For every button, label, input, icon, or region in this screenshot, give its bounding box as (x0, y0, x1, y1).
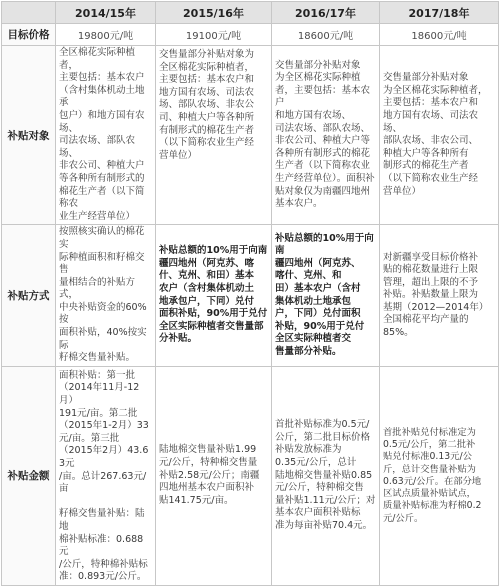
subsidy-amount-2017-18 (380, 366, 499, 585)
target-price-2015-16: 19100元/吨 (156, 24, 272, 46)
subsidy-target-label: 补贴对象 (2, 46, 56, 225)
cell-text: 交售量部分补贴对象 为全区棉花实际种植 者，主要包括：基本农户 和地方国有农场、 司法农场、部队农场、 非农公司、种植大户等 各种所有制形式的棉花 生产者（以下简称农业 生产经营单位）。面积补 贴对象仅为南疆四地州 基本农户。 (275, 59, 375, 210)
subsidy-target-2016-17 (272, 46, 380, 225)
subsidy-target-2017-18 (380, 46, 499, 225)
cell-text: 交售量部分补贴对象为 全区棉花实际种植者， 主要包括：基本农户和 地方国有农场、司法农 场、部队农场、非农公 司、种植大户等各种所 有制形式的棉花生产者 （以下简称农业生产经 营单位） (159, 49, 255, 161)
subsidy-target-row (2, 46, 499, 225)
target-price-row (2, 24, 499, 46)
cell-text: 首批补贴标准为0.5元/ 公斤，第二批目标价格 补贴发放标准为 0.35元/公斤，总计 陆地棉交售量补贴0.85 元/公斤，特种棉交售 量补贴1.11元/公斤；对 基本农户面积补贴标 准为每亩补贴70.4元。 (275, 419, 376, 531)
cell-text: 全区棉花实际种植者， 主要包括：基本农户 （含村集体机动土地承 包户）和地方国有农场、 司法农场、部队农场、 非农公司、种植大户 等各种所有制形式的 棉花生产者（以下简称农 业生产经营单位） (59, 47, 145, 222)
cell-text: 面积补贴：第一批 （2014年11月-12月） 191元/亩。第二批 （2015年1-2月）33 元/亩。第三批 （2015年2月）43.63元 /亩。总计267.63元/亩 籽棉交售量补贴：陆地 棉补贴标准：0.688元 /公斤，特种棉补贴标 准：0.893元/公斤。 (59, 369, 149, 583)
subsidy-method-2014-15 (56, 225, 156, 367)
target-price-label: 目标价格 (2, 24, 56, 46)
subsidy-comparison-table (1, 1, 499, 586)
year-header-2015-16: 2015/16年 (156, 2, 272, 24)
cell-text: 陆地棉交售量补贴1.99 元/公斤，特种棉交售量 补贴2.58元/公斤；南疆 四地州基本农户面积补 贴141.75元/亩。 (159, 444, 260, 506)
subsidy-amount-2015-16 (156, 366, 272, 585)
cell-text: 按照核实确认的棉花实 际种植面积和籽棉交售 量相结合的补贴方式， 中央补贴资金的60%按 面积补贴，40%按实际 籽棉交售量补贴。 (59, 226, 147, 364)
year-header-2014-15: 2014/15年 (56, 2, 156, 24)
subsidy-method-row (2, 225, 499, 367)
target-price-2014-15: 19800元/吨 (56, 24, 156, 46)
year-header-2017-18: 2017/18年 (380, 2, 499, 24)
year-header-2016-17: 2016/17年 (272, 2, 380, 24)
target-price-2017-18: 18600元/吨 (380, 24, 499, 46)
subsidy-method-2015-16 (156, 225, 272, 367)
subsidy-amount-2014-15 (56, 366, 156, 585)
subsidy-amount-2016-17 (272, 366, 380, 585)
subsidy-target-2015-16 (156, 46, 272, 225)
subsidy-amount-label: 补贴金额 (2, 366, 56, 585)
subsidy-amount-row (2, 366, 499, 585)
corner-cell (2, 2, 56, 24)
cell-text: 补贴总额的10%用于向南 疆四地州（阿克苏、 喀什、克州、和 田）基本农户（含村 集体机动土地承包 户，下同）兑付面积 补贴，90%用于兑付 全区实际种植者交 售量部分补贴。 (275, 232, 374, 357)
cell-text: 对新疆享受目标价格补 贴的棉花数量进行上限 管理，超出上限的不予 补贴。补贴数量上限为 基期（2012—2014年） 全国棉花平均产量的 85%。 (383, 251, 489, 339)
cell-text: 首批补贴兑付标准定为 0.5元/公斤，第二批补 贴兑付标准0.13元/公 斤，总计交售量补贴为 0.63元/公斤。在部分地 区试点质量补贴试点， 质量补贴标准为籽棉0.2 元/公斤。 (383, 427, 482, 524)
target-price-2016-17: 18600元/吨 (272, 24, 380, 46)
cell-text: 补贴总额的10%用于向南 疆四地州（阿克苏、喀 什、克州、和田）基本 农户（含村集体机动土 地承包户，下同）兑付 面积补贴，90%用于兑付全区实际种植者交售量部分补贴。 (159, 245, 268, 345)
subsidy-target-2014-15 (56, 46, 156, 225)
subsidy-method-label: 补贴方式 (2, 225, 56, 367)
subsidy-method-2017-18 (380, 225, 499, 367)
cell-text: 交售量部分补贴对象 为全区棉花实际种植者， 主要包括：基本农户和 地方国有农场、司法农场、 部队农场、非农公司、 种植大户等各种所有 制形式的棉花生产者 （以下简称农业生产经 营单位） (383, 72, 488, 197)
header-row (2, 2, 499, 24)
subsidy-method-2016-17 (272, 225, 380, 367)
